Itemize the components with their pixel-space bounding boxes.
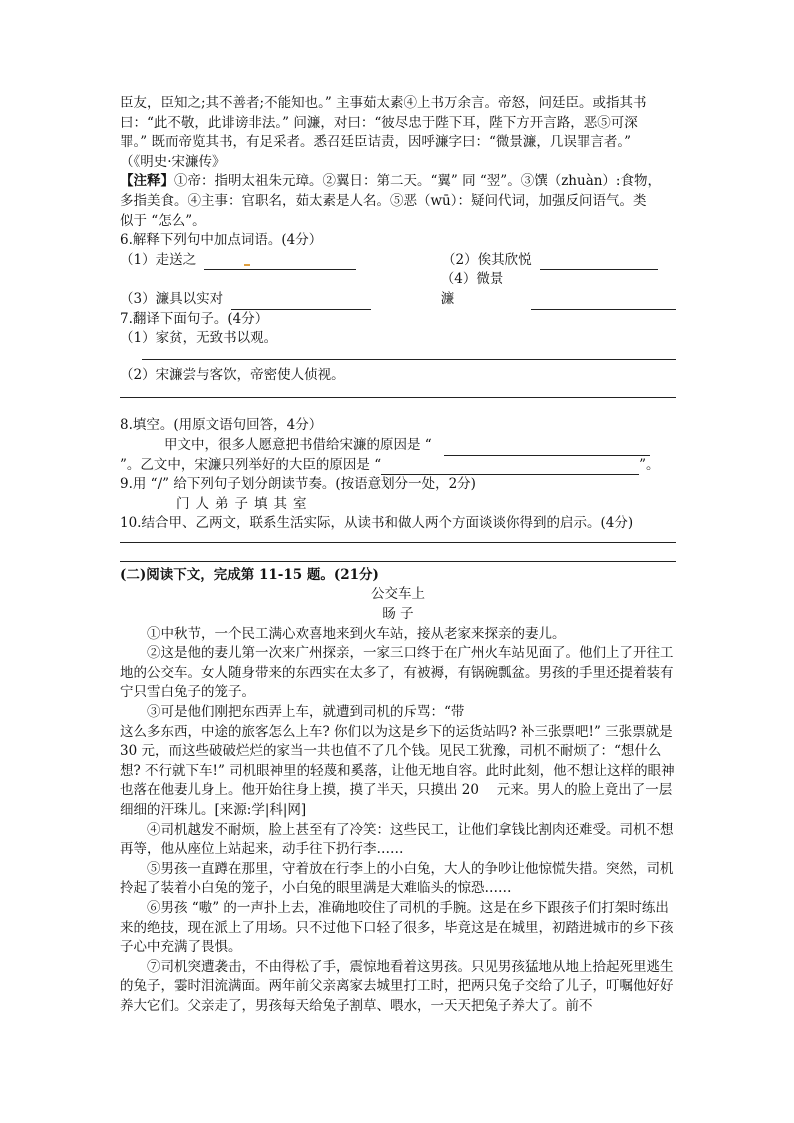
- answer-line[interactable]: [120, 385, 676, 398]
- question-6-item-label: （1）走送之: [120, 251, 197, 268]
- story-paragraph: ⑦司机突遭袭击，不由得松了手，震惊地看着这男孩。只见男孩猛地从地上拾起死里逃生的兔子，霎时泪流满面。两年前父亲离家去城里打工时，把两只兔子交给了儿子，叮嘱他好好养大它们。父亲走了，男孩每天给兔子割草、喂水，一天天把兔子养大了。前不: [120, 958, 674, 1014]
- question-7-item: （1）家贫，无致书以观。: [120, 330, 278, 347]
- question-6-item: [120, 251, 442, 271]
- question-6-row: [120, 251, 676, 271]
- question-9-sentence: 门人弟子填其室: [176, 495, 313, 512]
- question-8-line: [120, 456, 676, 476]
- question-6-item: [120, 270, 441, 309]
- story-paragraph: ①中秋节，一个民工满心欢喜地来到火车站，接从老家来探亲的妻儿。: [147, 625, 566, 642]
- question-6-item: [441, 270, 676, 309]
- question-6-row: [120, 270, 676, 309]
- question-6-item-label: （3）濂具以实对: [120, 290, 224, 307]
- question-10-title: 10.结合甲、乙两文，联系生活实际，从读书和做人两个方面谈谈你得到的启示。(4分): [120, 515, 634, 532]
- annotation-line: 多指美食。④主事：官职名，茹太素是人名。⑤恶（wū）：疑问代词，加强反问语气。类: [120, 192, 647, 209]
- question-6-item: [442, 251, 658, 271]
- story-paragraph: 这么多东西，中途的旅客怎么上车? 你们以为这是乡下的运货站吗? 补三张票吧!” 三张票就是 30 元，而这些破破烂烂的家当一共也值不了几个钱。见民工犹豫，司机不耐烦了：“想什么想? 不行就下车!” 司机眼神里的轻蔑和奚落，让他无地自容。此时此刻，他不想让这样的眼神也落在他妻儿身上。他开始往身上摸，摸了半天，只摸出 20 元来。男人的脸上竟出了一层细细的汗珠儿。[来源:学|科|网]: [120, 723, 677, 818]
- answer-blank[interactable]: [381, 460, 639, 475]
- answer-blank[interactable]: [444, 441, 650, 456]
- answer-blank[interactable]: [540, 255, 658, 270]
- question-8-title: 8.填空。(用原文语句回答，4分）: [120, 417, 323, 434]
- ink-mark-icon: [244, 264, 250, 266]
- annotation-label: 【注释】: [120, 173, 174, 190]
- question-7-title: 7.翻译下面句子。(4分）: [120, 310, 269, 327]
- question-6-item-label: （2）俟其欣悦: [442, 251, 532, 268]
- answer-blank[interactable]: [531, 295, 676, 310]
- answer-line[interactable]: [120, 534, 676, 543]
- passage-a-source: （《明史·宋濂传》: [120, 153, 226, 170]
- story-paragraph: ③可是他们刚把东西弄上车，就遭到司机的斥骂：“带: [147, 704, 465, 721]
- question-7-item: （2）宋濂尝与客饮，帝密使人侦视。: [120, 366, 345, 383]
- story-paragraph: ⑤男孩一直蹲在那里，守着放在行李上的小白兔，大人的争吵让他惊慌失措。突然，司机拎起了装着小白兔的笼子，小白兔的眼里满是大难临头的惊恐……: [120, 860, 674, 897]
- passage-a-line: 罪。” 既而帝览其书，有足采者。悉召廷臣诘责，因呼濂字曰：“微景濂，几误罪言者。”: [120, 134, 631, 151]
- story-paragraph: ②这是他的妻儿第一次来广州探亲，一家三口终于在广州火车站见面了。他们上了开往工地的公交车。女人随身带来的东西实在太多了，有被褥，有锅碗瓢盆。男孩的手里还提着装有宁只雪白兔子的笼子。: [120, 645, 674, 701]
- passage-a-line: 曰：“此不敬，此诽谤非法。” 问濂，对曰：“彼尽忠于陛下耳，陛下方开言路，恶⑤可深: [120, 114, 638, 131]
- document-content: [120, 94, 676, 1017]
- question-9-title: 9.用 “/” 给下列句子划分朗读节奏。(按语意划分一处，2分): [120, 476, 476, 493]
- answer-blank[interactable]: [204, 255, 356, 270]
- question-8-text: 甲文中，很多人愿意把书借给宋濂的原因是 “: [164, 436, 432, 453]
- story-author: 旸 子: [382, 606, 414, 623]
- annotation-line: 似于 “怎么”。: [120, 212, 206, 229]
- story-paragraph: ④司机越发不耐烦，脸上甚至有了冷笑：这些民工，让他们拿钱比割肉还难受。司机不想再等，他从座位上站起来，动手往下扔行李……: [120, 821, 674, 858]
- answer-line[interactable]: [142, 349, 676, 360]
- passage-a-line: 臣友，臣知之;其不善者;不能知也。” 主事茹太素④上书万余言。帝怒，问廷臣。或指其书: [120, 95, 647, 111]
- question-8-line: [120, 436, 676, 456]
- annotation-text: ①帝：指明太祖朱元璋。②翼日：第二天。“翼” 同 “翌”。③馔（zhuàn）:食物，: [174, 173, 661, 190]
- story-paragraph: ⑥男孩 “嗷” 的一声扑上去，准确地咬住了司机的手腕。这是在乡下跟孩子们打架时练出来的绝技，现在派上了用场。只不过他下口轻了很多，毕竟这是在城里，初踏进城市的乡下孩子心中充满了畏惧。: [120, 899, 674, 956]
- answer-line[interactable]: [120, 543, 676, 562]
- question-8-text: ”。: [639, 456, 660, 473]
- section-2-heading: (二)阅读下文，完成第 11-15 题。(21分): [120, 566, 379, 583]
- annotation-line: [120, 172, 676, 192]
- question-8-text: ”。乙文中，宋濂只列举好的大臣的原因是 “: [120, 456, 382, 473]
- question-6-title: 6.解释下列句中加点词语。(4分）: [120, 232, 323, 249]
- question-6-item-label: （4）微景濂: [440, 271, 504, 307]
- answer-blank[interactable]: [231, 295, 371, 310]
- story-title: 公交车上: [371, 586, 425, 603]
